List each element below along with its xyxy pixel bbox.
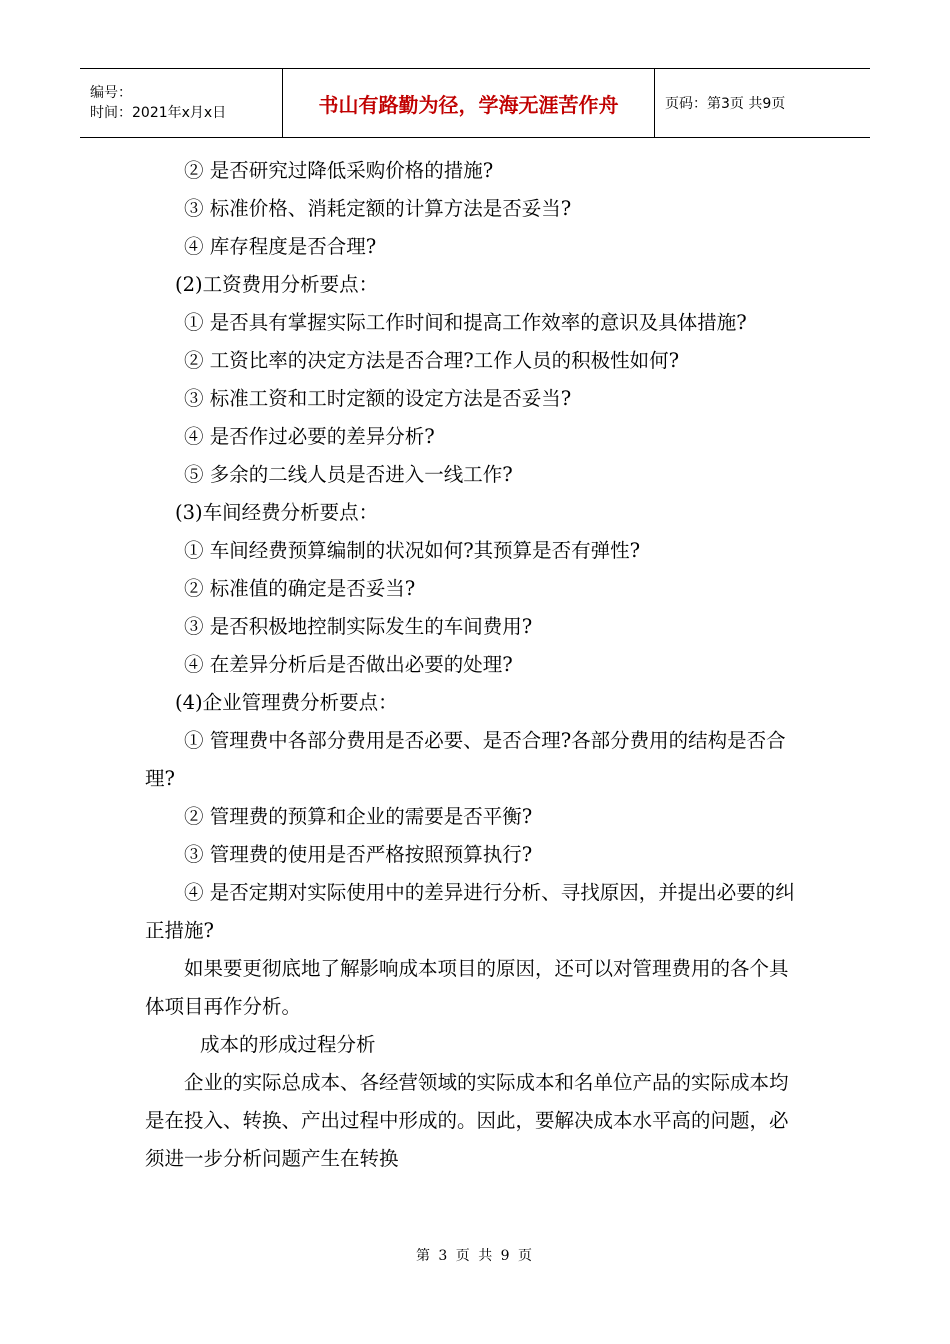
document-number-label: 编号： [90,85,132,101]
list-item: ③ 是否积极地控制实际发生的车间费用? [184,615,533,638]
body-paragraph: 如果要更彻底地了解影响成本项目的原因，还可以对管理费用的各个具体项目再作分析。 [145,957,789,1018]
list-item: ⑤ 多余的二线人员是否进入一线工作? [184,463,513,486]
list-item: ② 工资比率的决定方法是否合理?工作人员的积极性如何? [184,349,680,372]
list-item: ② 管理费的预算和企业的需要是否平衡? [184,805,533,828]
body-paragraph: 企业的实际总成本、各经营领域的实际成本和名单位产品的实际成本均是在投入、转换、产出过程中形成的。因此，要解决成本水平高的问题，必须进一步分析问题产生在转换 [145,1071,789,1170]
header-page-cell [655,69,870,137]
list-item: ④ 库存程度是否合理? [184,235,377,258]
section-heading: 成本的形成过程分析 [200,1033,376,1056]
list-item: ③ 管理费的使用是否严格按照预算执行? [184,843,533,866]
list-item: ① 车间经费预算编制的状况如何?其预算是否有弹性? [184,539,641,562]
page-header [80,68,870,138]
section-heading: (2)工资费用分析要点： [175,273,379,296]
document-date: 时间：2021年x月x日 [90,105,227,121]
header-meta [80,69,283,137]
list-item: ② 标准值的确定是否妥当? [184,577,416,600]
header-page-number: 页码：第3页 共9页 [665,96,786,112]
list-item: ④ 在差异分析后是否做出必要的处理? [184,653,513,676]
list-item: ③ 标准工资和工时定额的设定方法是否妥当? [184,387,572,410]
list-item: ④ 是否定期对实际使用中的差异进行分析、寻找原因，并提出必要的纠正措施? [145,881,795,942]
header-motto: 书山有路勤为径，学海无涯苦作舟 [318,92,619,117]
list-item: ② 是否研究过降低采购价格的措施? [184,159,494,182]
list-item: ① 是否具有掌握实际工作时间和提高工作效率的意识及具体措施? [184,311,747,334]
list-item: ④ 是否作过必要的差异分析? [184,425,435,448]
document-body [145,152,807,1178]
page-footer: 第 3 页 共 9 页 [415,1248,535,1264]
section-heading: (4)企业管理费分析要点： [175,691,398,714]
header-motto-cell [283,69,655,137]
section-heading: (3)车间经费分析要点： [175,501,379,524]
list-item: ① 管理费中各部分费用是否必要、是否合理?各部分费用的结构是否合理? [145,729,786,790]
list-item: ③ 标准价格、消耗定额的计算方法是否妥当? [184,197,572,220]
